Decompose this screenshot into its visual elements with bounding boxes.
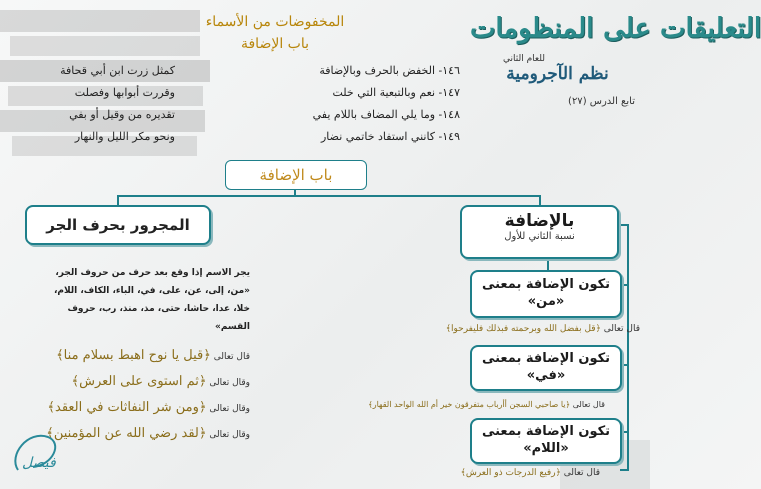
meaning-label: تكون الإضافة بمعنى [481, 424, 611, 439]
example-verse: ﴿رفيع الدرجات ذو العرش﴾ [460, 468, 561, 478]
example-verse: ﴿ثم استوى على العرش﴾ [71, 374, 207, 389]
series-title: نظم الآجرومية [506, 64, 609, 84]
page-subtitle: باب الإضافة [240, 36, 310, 52]
example-verse: ﴿لقد رضي الله عن المؤمنين﴾ [46, 426, 207, 441]
meaning-box-fi [470, 345, 622, 391]
example-verse: ﴿ومن شر النفاثات في العقد﴾ [47, 400, 207, 415]
example-lead: وقال تعالى [209, 404, 250, 414]
example-lead: قال تعالى [213, 352, 250, 362]
author-signature [8, 425, 68, 480]
example-lead: وقال تعالى [209, 378, 250, 388]
idafa-box [460, 205, 619, 259]
meaning-example [461, 468, 600, 478]
example-lead: قال تعالى [603, 324, 640, 334]
jarr-box: المجرور بحرف الجر [25, 205, 211, 245]
rule-line: «من، إلى، عن، على، في، الباء، الكاف، اللام، [53, 286, 250, 296]
meaning-example [368, 400, 605, 409]
meaning-particle: «من» [527, 294, 565, 309]
example-verse: ﴿قل بفضل الله وبرحمته فبذلك فليفرحوا﴾ [445, 324, 601, 334]
signature-text: فيصل [22, 455, 56, 471]
example-lead: قال تعالى [572, 400, 605, 409]
year-label: للعام الثاني [503, 54, 545, 64]
meaning-example [446, 324, 640, 334]
example-lead: وقال تعالى [209, 430, 250, 440]
verse-left: وقررت أبوابها وفصلت [74, 86, 175, 99]
meaning-label: تكون الإضافة بمعنى [481, 277, 611, 292]
rule-line: خلا، عدا، حاشا، حتى، مذ، منذ، رب، حروف [67, 304, 250, 314]
idafa-title: بالإضافة [504, 211, 575, 231]
verse-left: تقديره من وقيل أو بفي [69, 108, 175, 121]
verse-left: ونحو مكر الليل والنهار [74, 130, 175, 143]
jarr-example [47, 400, 250, 415]
meaning-particle: «اللام» [523, 441, 569, 456]
meaning-particle: «في» [526, 368, 566, 383]
jarr-example [71, 374, 250, 389]
page-title: المخفوضات من الأسماء [205, 14, 345, 30]
verse-right: ١٤٧- نعم وبالتبعية التي خلت [332, 86, 460, 99]
example-verse: ﴿يا صاحبي السجن أأرباب متفرقون خير أم الله الواحد القهار﴾ [368, 400, 571, 409]
example-verse: ﴿قيل يا نوح اهبط بسلام منا﴾ [56, 348, 211, 363]
meaning-box-lam [470, 418, 622, 464]
verse-left: كمثل زرت ابن أبي قحافة [60, 64, 175, 77]
rule-line: يجر الاسم إذا وقع بعد حرف من حروف الجر، [55, 268, 250, 278]
jarr-example [46, 426, 250, 441]
signature-flourish-icon [8, 425, 68, 480]
meaning-box-min [470, 270, 622, 318]
lesson-label: تابع الدرس (٢٧) [568, 96, 635, 107]
rule-line: القسم» [215, 322, 250, 332]
verse-right: ١٤٩- كانني استفاد خاتمي نضار [321, 130, 460, 143]
verse-right: ١٤٨- وما يلي المضاف باللام يفي [312, 108, 460, 121]
chapter-banner: باب الإضافة [225, 160, 367, 190]
idafa-subtitle: نسبة الثاني للأول [504, 231, 575, 242]
meaning-label: تكون الإضافة بمعنى [481, 351, 611, 366]
series-logo: التعليقات على المنظومات [470, 13, 761, 44]
example-lead: قال تعالى [563, 468, 600, 478]
jarr-example [56, 348, 250, 363]
verse-right: ١٤٦- الخفض بالحرف وبالإضافة [319, 64, 460, 77]
